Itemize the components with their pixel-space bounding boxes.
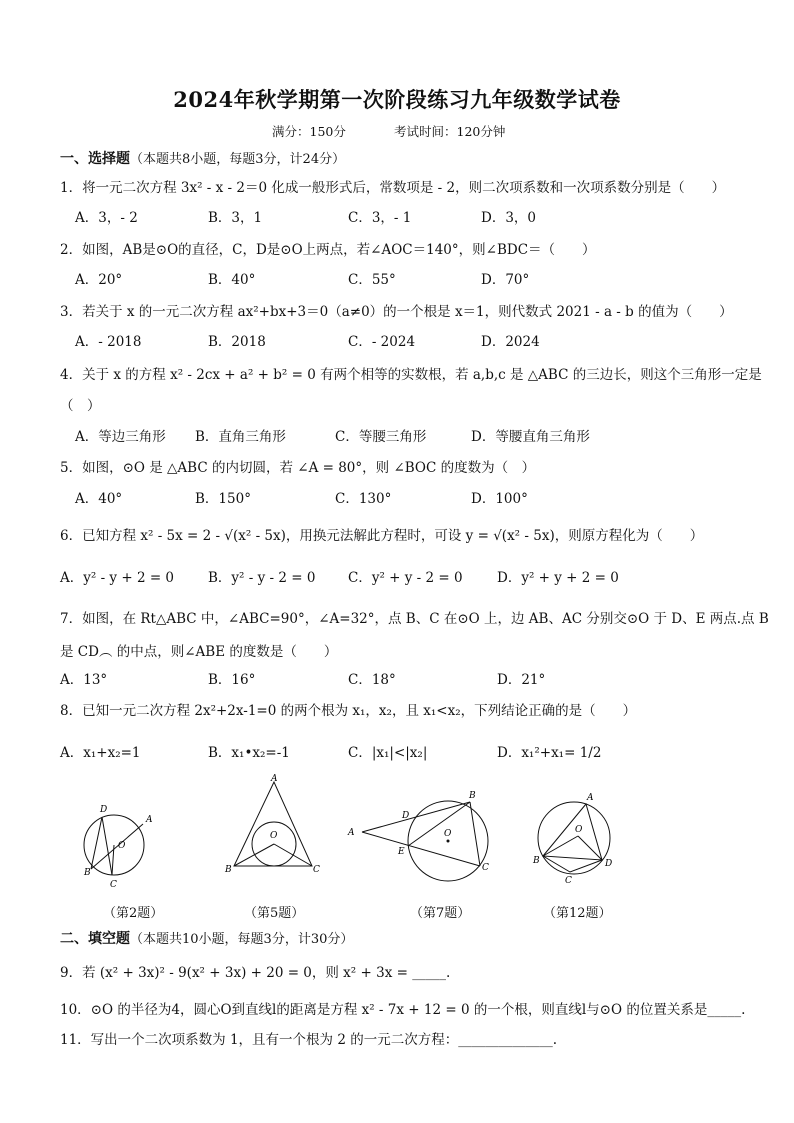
q6-option-d: D．y² + y + 2 = 0 xyxy=(497,570,619,586)
figure-q5-diagram xyxy=(224,774,324,878)
q8-option-c: C．|x₁|<|x₂| xyxy=(348,745,428,761)
figure-q12-diagram xyxy=(530,790,622,890)
fig5-label-b: B xyxy=(225,865,232,875)
q7-option-a: A．13° xyxy=(60,672,108,688)
question-8-stem: 8．已知一元二次方程 2x²+2x-1=0 的两个根为 x₁，x₂，且 x₁<x₂，下列结论正确的是（ ） xyxy=(60,703,637,719)
q2-option-d: D．70° xyxy=(481,272,530,288)
section2-note: （本题共10小题，每题3分，计30分） xyxy=(130,932,354,947)
fig7-label-d: D xyxy=(402,811,410,821)
q2-option-c: C．55° xyxy=(348,272,396,288)
figure-q7-diagram xyxy=(344,786,496,890)
fig5-label-c: C xyxy=(313,865,320,875)
q6-option-b: B．y² - y - 2 = 0 xyxy=(208,570,316,586)
q5-option-a: A．40° xyxy=(75,491,123,507)
q5-option-d: D．100° xyxy=(471,491,528,507)
q1-option-c: C．3，- 1 xyxy=(348,210,412,226)
fig12-label-d: D xyxy=(605,859,613,869)
q1-option-a: A．3，- 2 xyxy=(75,210,138,226)
fig12-label-b: B xyxy=(533,856,540,866)
fig5-label-a: A xyxy=(271,774,278,784)
question-2-stem: 2．如图，AB是⊙O的直径，C，D是⊙O上两点，若∠AOC＝140°，则∠BDC＝（ ） xyxy=(60,242,596,258)
section1-note: （本题共8小题，每题3分，计24分） xyxy=(130,152,346,167)
q6-option-c: C．y² + y - 2 = 0 xyxy=(348,570,463,586)
fig2-label-c: C xyxy=(110,880,117,890)
q2-option-b: B．40° xyxy=(208,272,256,288)
fig7-label-e: E xyxy=(398,847,405,857)
section2-header xyxy=(60,928,353,948)
fig2-label-d: D xyxy=(100,805,108,815)
fill-question-11: 11．写出一个二次项系数为 1，且有一个根为 2 的一元二次方程：______________. xyxy=(60,1032,558,1048)
figure-q2-diagram xyxy=(78,798,160,892)
q1-option-d: D．3，0 xyxy=(481,210,537,226)
section1-heading: 一、选择题 xyxy=(60,151,130,167)
q5-option-b: B．150° xyxy=(195,491,251,507)
q3-option-a: A．- 2018 xyxy=(75,334,142,350)
fig7-label-c: C xyxy=(482,863,489,873)
q3-option-b: B．2018 xyxy=(208,334,266,350)
fig7-label-o: O xyxy=(444,829,452,839)
q4-option-d: D．等腰直角三角形 xyxy=(471,429,590,445)
q4-option-b: B．直角三角形 xyxy=(195,429,286,445)
fig2-label-b: B xyxy=(84,868,91,878)
figure-caption-7: （第7题） xyxy=(410,906,471,921)
full-score: 满分：150分 xyxy=(272,124,346,139)
question-7-stem-cont: 是 CD︵ 的中点，则∠ABE 的度数是（ ） xyxy=(60,644,338,660)
question-3-stem: 3．若关于 x 的一元二次方程 ax²+bx+3＝0（a≠0）的一个根是 x＝1，则代数式 2021 - a - b 的值为（ ） xyxy=(60,304,733,320)
figure-caption-5: （第5题） xyxy=(244,906,305,921)
exam-time: 考试时间：120分钟 xyxy=(394,124,506,139)
fill-question-9: 9．若 (x² + 3x)² - 9(x² + 3x) + 20 = 0，则 x² + 3x = _____. xyxy=(60,965,451,981)
fig2-label-o: O xyxy=(118,841,126,851)
q3-option-d: D．2024 xyxy=(481,334,540,350)
question-4-stem: 4．关于 x 的方程 x² - 2cx + a² + b² = 0 有两个相等的实数根，若 a,b,c 是 △ABC 的三边长，则这个三角形一定是 xyxy=(60,367,762,383)
fig12-label-o: O xyxy=(575,825,583,835)
q4-option-a: A．等边三角形 xyxy=(75,429,166,445)
q7-option-d: D．21° xyxy=(497,672,546,688)
q8-option-a: A．x₁+x₂=1 xyxy=(60,745,141,761)
q6-option-a: A．y² - y + 2 = 0 xyxy=(60,570,175,586)
q5-option-c: C．130° xyxy=(335,491,392,507)
q2-option-a: A．20° xyxy=(75,272,123,288)
page-title: 2024年秋学期第一次阶段练习九年级数学试卷 xyxy=(173,87,621,112)
fill-question-10: 10．⊙O 的半径为4，圆心O到直线l的距离是方程 x² - 7x + 12 = 0 的一个根，则直线l与⊙O 的位置关系是_____. xyxy=(60,1002,746,1018)
q8-option-b: B．x₁•x₂=-1 xyxy=(208,745,290,761)
q7-option-c: C．18° xyxy=(348,672,396,688)
q8-option-d: D．x₁²+x₁= 1/2 xyxy=(497,745,602,761)
fig7-label-b: B xyxy=(469,791,476,801)
q7-option-b: B．16° xyxy=(208,672,256,688)
fig12-label-c: C xyxy=(565,876,572,886)
q4-option-c: C．等腰三角形 xyxy=(335,429,427,445)
section1-header xyxy=(60,148,345,168)
question-7-stem: 7．如图，在 Rt△ABC 中，∠ABC=90°，∠A=32°，点 B、C 在⊙O 上，边 AB、AC 分别交⊙O 于 D、E 两点.点 B xyxy=(60,611,769,627)
question-4-stem-cont: （ ） xyxy=(60,398,101,414)
question-1-stem: 1．将一元二次方程 3x² - x - 2＝0 化成一般形式后，常数项是 - 2，则二次项系数和一次项系数分别是（ ） xyxy=(60,180,726,196)
section2-heading: 二、填空题 xyxy=(60,931,130,947)
fig5-label-o: O xyxy=(270,831,278,841)
question-5-stem: 5．如图，⊙O 是 △ABC 的内切圆，若 ∠A = 80°，则 ∠BOC 的度数为（ ） xyxy=(60,460,536,476)
fig2-label-a: A xyxy=(146,815,153,825)
q1-option-b: B．3，1 xyxy=(208,210,263,226)
figure-caption-12: （第12题） xyxy=(543,906,612,921)
fig12-label-a: A xyxy=(587,793,594,803)
question-6-stem: 6．已知方程 x² - 5x = 2 - √(x² - 5x)，用换元法解此方程时，可设 y = √(x² - 5x)，则原方程化为（ ） xyxy=(60,528,704,544)
figure-caption-2: （第2题） xyxy=(103,906,164,921)
q3-option-c: C．- 2024 xyxy=(348,334,416,350)
fig7-label-a: A xyxy=(348,828,355,838)
